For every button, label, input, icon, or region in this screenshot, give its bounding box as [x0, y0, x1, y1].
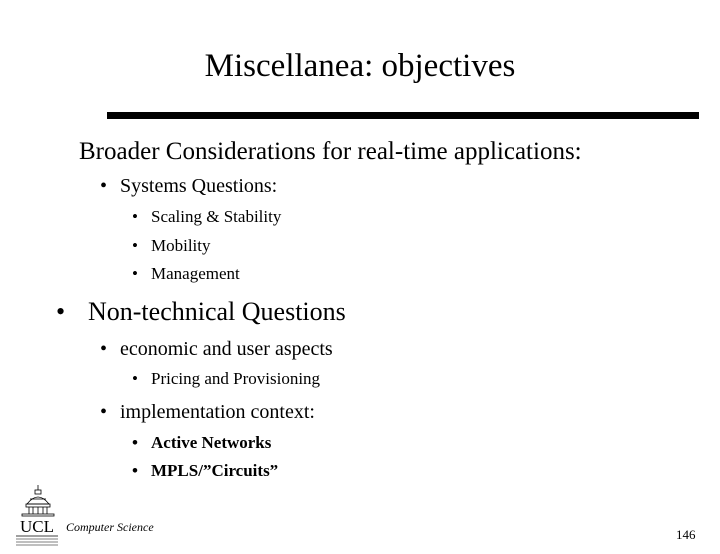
- bullet-icon: •: [132, 369, 138, 388]
- bullet-mpls-circuits: • MPLS/”Circuits”: [132, 461, 279, 480]
- bullet-icon: •: [100, 401, 108, 423]
- slide-heading: Broader Considerations for real-time applications:: [79, 138, 582, 165]
- bullet-management: • Management: [132, 264, 240, 283]
- bullet-icon: •: [132, 461, 138, 480]
- bullet-icon: •: [132, 207, 138, 226]
- bullet-scaling-stability: • Scaling & Stability: [132, 207, 282, 226]
- page-number: 146: [676, 527, 696, 542]
- bullet-implementation-context: • implementation context:: [100, 401, 315, 423]
- bullet-active-networks: • Active Networks: [132, 433, 272, 452]
- bullet-icon: •: [100, 338, 108, 360]
- ucl-logo: [14, 484, 60, 550]
- ucl-logo-text: UCL: [20, 517, 54, 536]
- bullet-mobility: • Mobility: [132, 236, 211, 255]
- bullet-icon: •: [132, 433, 138, 452]
- bullet-icon: •: [132, 236, 138, 255]
- bullet-economic-user-aspects: • economic and user aspects: [100, 338, 333, 360]
- footer-department: Computer Science: [66, 520, 154, 534]
- slide-title: Miscellanea: objectives: [204, 48, 516, 84]
- title-divider: [107, 112, 699, 119]
- bullet-systems-questions: • Systems Questions:: [100, 175, 278, 197]
- bullet-pricing-provisioning: • Pricing and Provisioning: [132, 369, 321, 388]
- bullet-icon: •: [100, 175, 108, 197]
- bullet-icon: •: [56, 297, 66, 326]
- bullet-non-technical-questions: • Non-technical Questions: [56, 297, 346, 326]
- bullet-icon: •: [132, 264, 138, 283]
